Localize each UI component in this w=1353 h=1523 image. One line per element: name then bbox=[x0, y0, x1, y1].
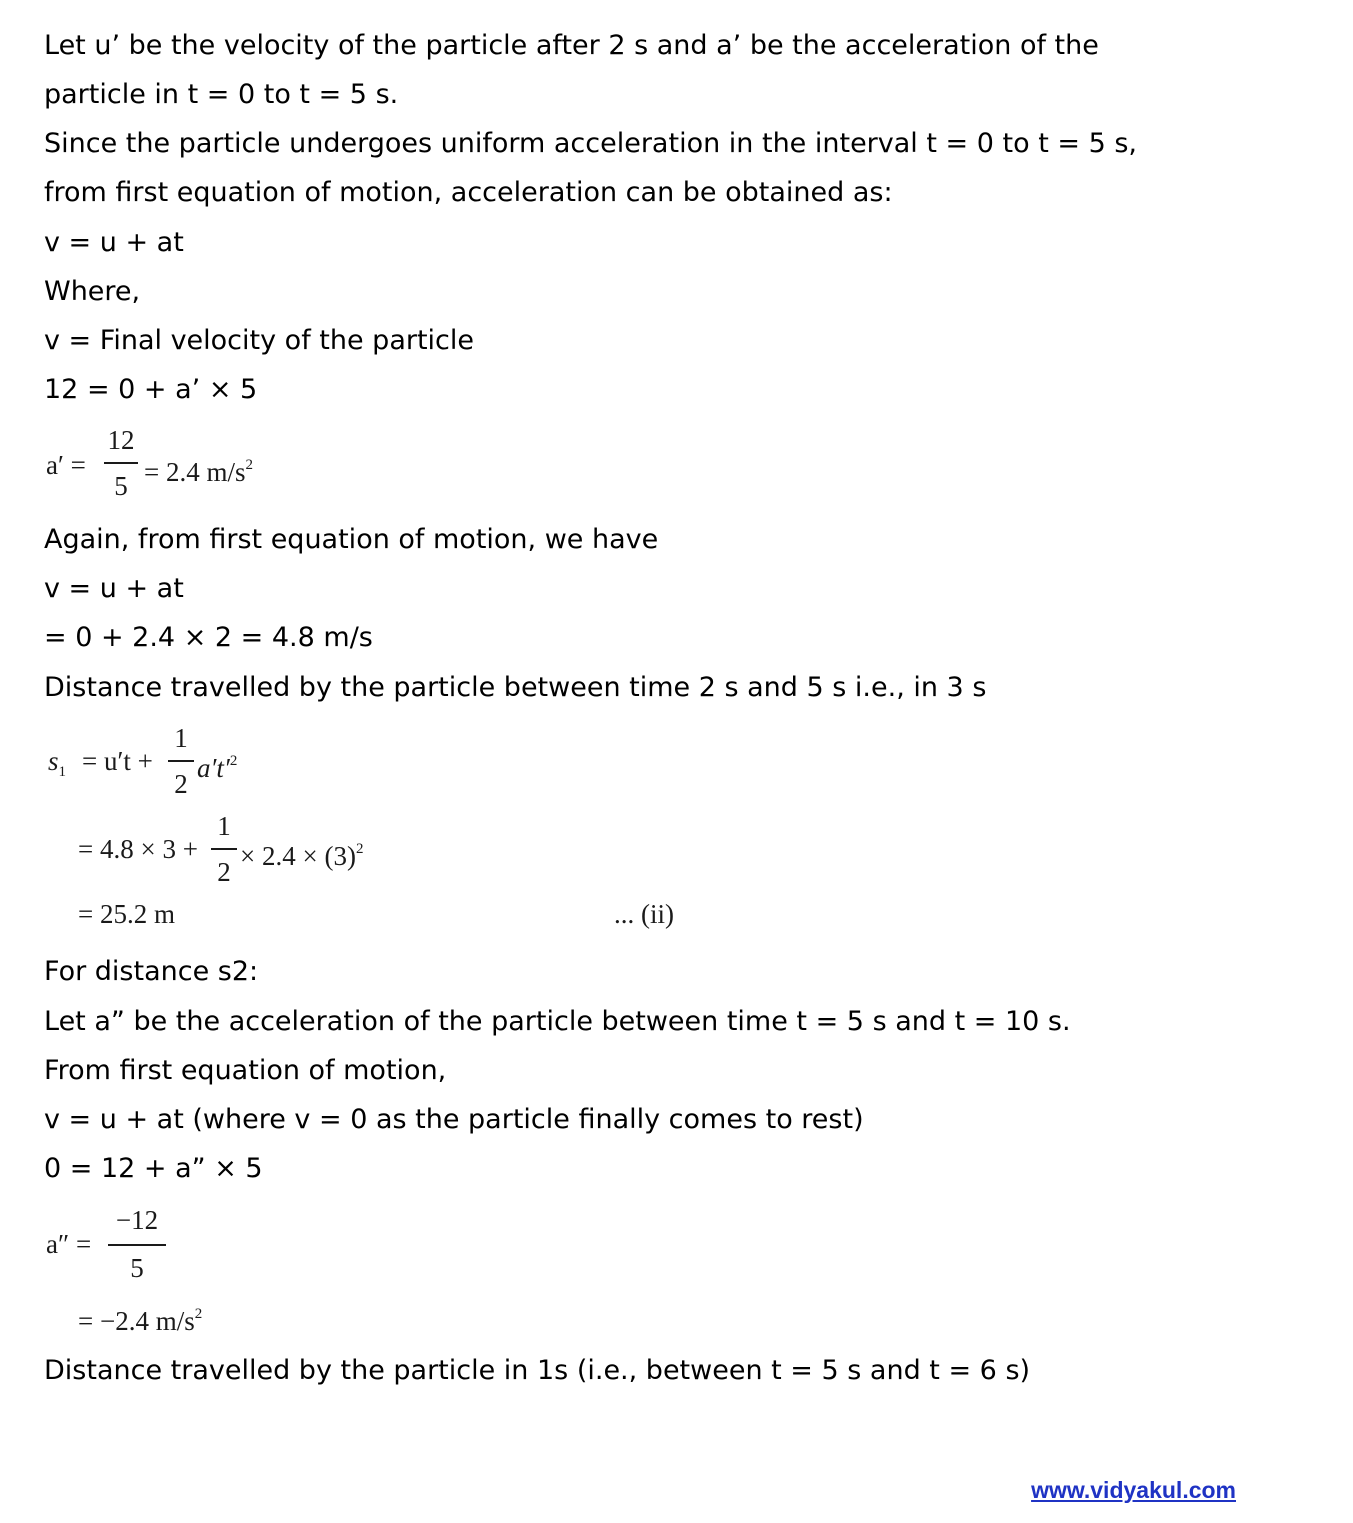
eq2-subscript: 1 bbox=[58, 764, 67, 780]
eq6-exponent: 2 bbox=[194, 1306, 203, 1322]
text-line: from first equation of motion, acceleration can be obtained as: bbox=[44, 177, 893, 208]
text-line: Where, bbox=[44, 276, 141, 307]
eq2-rhs bbox=[197, 746, 237, 783]
eq1-fraction bbox=[104, 424, 138, 504]
text-line: v = u + at bbox=[44, 227, 184, 258]
equation-tag: ... (ii) bbox=[614, 899, 674, 929]
text-line: particle in t = 0 to t = 5 s. bbox=[44, 79, 399, 110]
text-line: Again, from first equation of motion, we have bbox=[44, 524, 659, 555]
fraction-bar bbox=[104, 462, 138, 464]
eq6-result-value: = −2.4 m/s bbox=[78, 1306, 195, 1336]
eq3-denominator: 2 bbox=[217, 857, 231, 887]
text-line: From first equation of motion, bbox=[44, 1055, 447, 1086]
eq4-result: = 25.2 m bbox=[78, 899, 175, 929]
eq2-denominator: 2 bbox=[174, 769, 188, 799]
text-line: v = u + at bbox=[44, 573, 184, 604]
eq3-exponent: 2 bbox=[355, 841, 364, 857]
text-line: Let u’ be the velocity of the particle after 2 s and a’ be the acceleration of the bbox=[44, 30, 1099, 61]
fraction-bar bbox=[108, 1244, 166, 1246]
eq2-numerator: 1 bbox=[174, 723, 188, 753]
text-line: Distance travelled by the particle between time 2 s and 5 s i.e., in 3 s bbox=[44, 672, 987, 703]
text-line: For distance s2: bbox=[44, 956, 259, 987]
eq3-numerator: 1 bbox=[217, 811, 231, 841]
eq1-lhs: a′ = bbox=[46, 450, 86, 480]
text-line: = 0 + 2.4 × 2 = 4.8 m/s bbox=[44, 622, 373, 653]
text-line: v = Final velocity of the particle bbox=[44, 325, 475, 356]
eq3-rhs bbox=[240, 834, 363, 871]
eq2-mid: = u′t + bbox=[82, 746, 153, 776]
text-line: v = u + at (where v = 0 as the particle finally comes to rest) bbox=[44, 1104, 864, 1135]
eq2-lhs bbox=[48, 746, 66, 787]
eq3-lead: = 4.8 × 3 + bbox=[78, 834, 198, 864]
eq5-fraction bbox=[108, 1204, 166, 1284]
text-line: Distance travelled by the particle in 1s (i.e., between t = 5 s and t = 6 s) bbox=[44, 1355, 1031, 1386]
eq3-rhs-term: × 2.4 × (3) bbox=[240, 841, 356, 871]
eq1-denominator: 5 bbox=[114, 471, 128, 501]
footer-website-link[interactable]: www.vidyakul.com bbox=[1031, 1477, 1236, 1503]
eq2-symbol: s bbox=[48, 746, 59, 776]
text-line: 12 = 0 + a’ × 5 bbox=[44, 374, 258, 405]
fraction-bar bbox=[168, 760, 194, 762]
eq2-rhs-term: a′t′ bbox=[197, 753, 230, 783]
eq2-fraction bbox=[168, 722, 194, 802]
eq3-fraction bbox=[211, 810, 237, 890]
eq5-numerator: −12 bbox=[115, 1205, 159, 1235]
eq1-result-value: = 2.4 m/s bbox=[144, 457, 246, 487]
eq2-exponent: 2 bbox=[229, 753, 238, 769]
fraction-bar bbox=[211, 848, 237, 850]
eq6-result bbox=[78, 1299, 202, 1336]
text-line: Since the particle undergoes uniform acceleration in the interval t = 0 to t = 5 s, bbox=[44, 128, 1137, 159]
eq5-lhs: a″ = bbox=[46, 1229, 92, 1259]
eq1-numerator: 12 bbox=[107, 425, 135, 455]
eq5-denominator: 5 bbox=[130, 1253, 144, 1283]
eq1-exponent: 2 bbox=[245, 457, 253, 473]
eq1-result bbox=[144, 450, 253, 487]
text-line: 0 = 12 + a” × 5 bbox=[44, 1153, 263, 1184]
text-line: Let a” be the acceleration of the particle between time t = 5 s and t = 10 s. bbox=[44, 1006, 1071, 1037]
